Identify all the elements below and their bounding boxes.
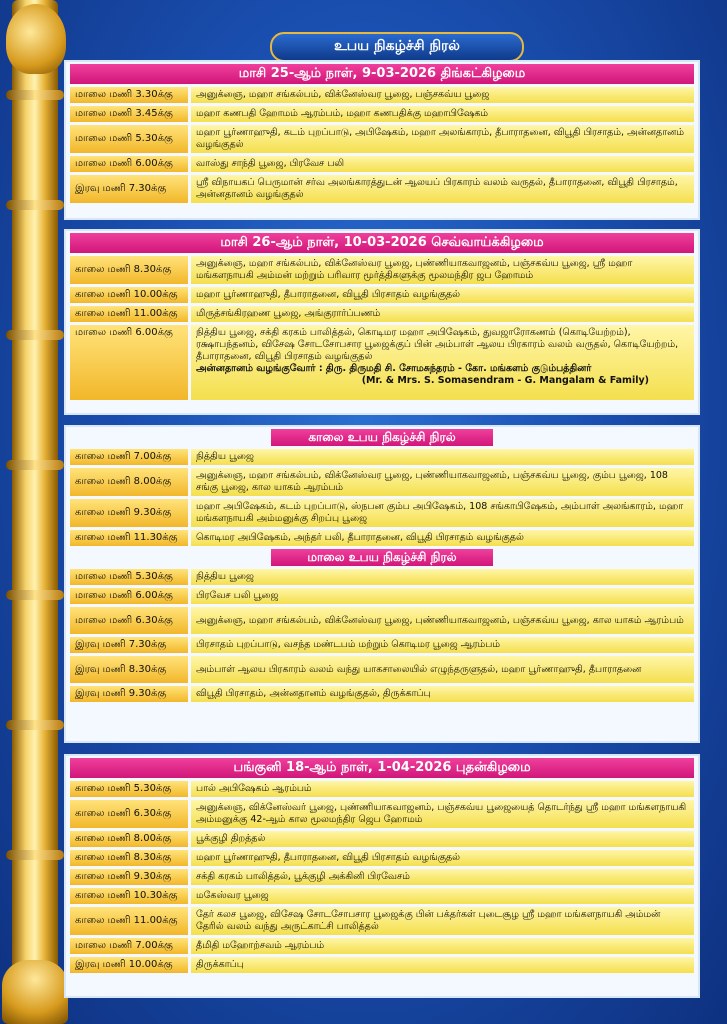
donor-english-text: (Mr. & Mrs. S. Somasendram - G. Mangalam & Family) (361, 375, 649, 386)
schedule-row (70, 869, 694, 885)
evening-title: மாலை உபய நிகழ்ச்சி நிரல் (271, 549, 493, 566)
desc-cell: வாஸ்து சாந்தி பூஜை, பிரவேச பலி (191, 156, 694, 172)
time-cell: மாலை மணி 6.00க்கு (70, 588, 188, 604)
schedule-row (70, 287, 694, 303)
desc-cell: அனுக்ஞை, விக்னேஸ்வர் பூஜை, புண்ணியாகவாஜனம், பஞ்சகவ்ய பூஜையைத் தொடர்ந்து ஸ்ரீ மஹா மங்களநாயகி அம்மனுக்கு 42-ஆம் கால மூலமந்திர ஜெப ஹோமம் (191, 800, 694, 828)
time-cell: காலை மணி 10.00க்கு (70, 287, 188, 303)
desc-cell: அம்பாள் ஆலய பிரகாரம் வலம் வந்து யாகசாலையில் எழுந்தருளுதல், மஹா பூர்ணாஹுதி, தீபாராதனை (191, 656, 694, 683)
day-panel-2 (64, 229, 700, 415)
time-cell: மாலை மணி 3.30க்கு (70, 87, 188, 103)
time-cell: மாலை மணி 3.45க்கு (70, 106, 188, 122)
schedule-row (70, 106, 694, 122)
time-cell: காலை மணி 8.00க்கு (70, 831, 188, 847)
time-cell: இரவு மணி 9.30க்கு (70, 686, 188, 702)
desc-cell: மஹா பூர்ணாஹுதி, தீபாராதனை, விபூதி பிரசாதம் வழங்குதல் (191, 287, 694, 303)
schedule-row (70, 957, 694, 973)
time-cell: மாலை மணி 7.00க்கு (70, 938, 188, 954)
desc-cell: திருக்காப்பு (191, 957, 694, 973)
desc-cell (191, 325, 694, 400)
schedule-row (70, 87, 694, 103)
schedule-row (70, 468, 694, 496)
schedule-row (70, 907, 694, 935)
time-cell: காலை மணி 8.30க்கு (70, 850, 188, 866)
time-cell: காலை மணி 9.30க்கு (70, 499, 188, 527)
time-cell: காலை மணி 5.30க்கு (70, 781, 188, 797)
time-cell: காலை மணி 11.00க்கு (70, 907, 188, 935)
time-cell: மாலை மணி 6.00க்கு (70, 156, 188, 172)
schedule-row (70, 850, 694, 866)
time-cell: இரவு மணி 10.00க்கு (70, 957, 188, 973)
desc-cell: நித்திய பூஜை (191, 449, 694, 465)
desc-cell: மஹா பூர்ணாஹுதி, கடம் புறப்பாடு, அபிஷேகம், மஹா அலங்காரம், தீபாராதனை, விபூதி பிரசாதம், அன்னதானம் வழங்குதல் (191, 125, 694, 153)
schedule-row (70, 449, 694, 465)
desc-cell: மஹா அபிஷேகம், கடம் புறப்பாடு, ஸ்நபன கும்ப அபிஷேகம், 108 சங்காபிஷேகம், அம்பாள் அலங்காரம், மஹா மங்களநாயகி அம்மனுக்கு சிறப்பு பூஜை (191, 499, 694, 527)
desc-cell: மகேஸ்வர பூஜை (191, 888, 694, 904)
schedule-row (70, 686, 694, 702)
desc-cell: தீமிதி மஹோற்சவம் ஆரம்பம் (191, 938, 694, 954)
desc-cell: நித்திய பூஜை (191, 569, 694, 585)
desc-cell: மஹா பூர்ணாஹுதி, தீபாராதனை, விபூதி பிரசாதம் வழங்குதல் (191, 850, 694, 866)
golden-pillar (12, 0, 58, 1024)
desc-cell: ஸ்ரீ விநாயகப் பெருமான் சர்வ அலங்காரத்துடன் ஆலயப் பிரகாரம் வலம் வருதல், தீபாராதனை, விபூதி பிரசாதம், அன்னதானம் வழங்குதல் (191, 175, 694, 203)
schedule-row (70, 800, 694, 828)
time-cell: காலை மணி 11.00க்கு (70, 306, 188, 322)
schedule-row (70, 831, 694, 847)
time-cell: காலை மணி 6.30க்கு (70, 800, 188, 828)
day-panel-3 (64, 425, 700, 743)
pillar-base-icon (2, 960, 68, 1024)
desc-cell: மிருத்சங்கிரஹண பூஜை, அங்குரார்ப்பணம் (191, 306, 694, 322)
schedule-row (70, 306, 694, 322)
schedule-row (70, 256, 694, 284)
schedule-row (70, 530, 694, 546)
day-panel-4 (64, 754, 700, 998)
day-panel-1 (64, 60, 700, 220)
time-cell: காலை மணி 9.30க்கு (70, 869, 188, 885)
time-cell: மாலை மணி 5.30க்கு (70, 125, 188, 153)
day-title: மாசி 26-ஆம் நாள், 10-03-2026 செவ்வாய்க்கிழமை (70, 233, 694, 253)
desc-cell: அனுக்ஞை, மஹா சங்கல்பம், விக்னேஸ்வர பூஜை, புண்ணியாகவாஜனம், பஞ்சகவ்ய பூஜை, கும்ப பூஜை, 108 சங்கு பூஜை, கால யாகம் ஆரம்பம் (191, 468, 694, 496)
time-cell: காலை மணி 8.00க்கு (70, 468, 188, 496)
time-cell: மாலை மணி 6.00க்கு (70, 325, 188, 400)
time-cell: மாலை மணி 6.30க்கு (70, 607, 188, 634)
time-cell: இரவு மணி 7.30க்கு (70, 175, 188, 203)
schedule-row (70, 656, 694, 683)
page-title: உபய நிகழ்ச்சி நிரல் (270, 32, 524, 62)
schedule-row (70, 781, 694, 797)
schedule-row (70, 175, 694, 203)
time-cell: இரவு மணி 8.30க்கு (70, 656, 188, 683)
desc-cell: பூக்குழி திறத்தல் (191, 831, 694, 847)
desc-cell: பால் அபிஷேகம் ஆரம்பம் (191, 781, 694, 797)
desc-text: நித்திய பூஜை, சக்தி கரகம் பாலித்தல், கொடிமர மஹா அபிஷேகம், துவஜாரோகணம் (கொடியேற்றம்), ரக்ஷாபந்தனம், விசேஷ சோடசோபசார பூஜைக்குப் பின் அம்பாள் ஆலய பிரகாரம் வலம் வருதல், கொடியேற்றம், தீபாராதனை, விபூதி பிரசாதம் வழங்குதல் (196, 327, 679, 362)
peacock-finial-icon (6, 4, 66, 74)
desc-cell: மஹா கணபதி ஹோமம் ஆரம்பம், மஹா கணபதிக்கு மஹாபிஷேகம் (191, 106, 694, 122)
schedule-row (70, 588, 694, 604)
schedule-row (70, 325, 694, 400)
schedule-row (70, 125, 694, 153)
desc-cell: பிரசாதம் புறப்பாடு, வசந்த மண்டபம் மற்றும் கொடிமர பூஜை ஆரம்பம் (191, 637, 694, 653)
schedule-row (70, 499, 694, 527)
time-cell: காலை மணி 7.00க்கு (70, 449, 188, 465)
schedule-row (70, 938, 694, 954)
time-cell: இரவு மணி 7.30க்கு (70, 637, 188, 653)
time-cell: காலை மணி 8.30க்கு (70, 256, 188, 284)
day-title: பங்குனி 18-ஆம் நாள், 1-04-2026 புதன்கிழமை (70, 758, 694, 778)
desc-cell: அனுக்ஞை, மஹா சங்கல்பம், விக்னேஸ்வர பூஜை, புண்ணியாகவாஜனம், பஞ்சகவ்ய பூஜை, கால யாகம் ஆரம்பம் (191, 607, 694, 634)
donor-text: அன்னதானம் வழங்குவோர் : திரு. திருமதி சி. சோமசுந்தரம் - கோ. மங்களம் குடும்பத்தினர் (196, 363, 592, 374)
desc-cell: சக்தி கரகம் பாலித்தல், பூக்குழி அக்கினி பிரவேசம் (191, 869, 694, 885)
desc-cell: விபூதி பிரசாதம், அன்னதானம் வழங்குதல், திருக்காப்பு (191, 686, 694, 702)
desc-cell: தேர் கலச பூஜை, விசேஷ சோடசோபசார பூஜைக்கு பின் பக்தர்கள் புடைசூழ ஸ்ரீ மஹா மங்களநாயகி அம்மன் தேரில் வலம் வந்து அருட்காட்சி பாலித்தல் (191, 907, 694, 935)
morning-title: காலை உபய நிகழ்ச்சி நிரல் (271, 429, 493, 446)
schedule-row (70, 637, 694, 653)
schedule-row (70, 888, 694, 904)
desc-cell: அனுக்ஞை, மஹா சங்கல்பம், விக்னேஸ்வர பூஜை, பஞ்சகவ்ய பூஜை (191, 87, 694, 103)
time-cell: காலை மணி 11.30க்கு (70, 530, 188, 546)
time-cell: மாலை மணி 5.30க்கு (70, 569, 188, 585)
schedule-row (70, 607, 694, 634)
desc-cell: பிரவேச பலி பூஜை (191, 588, 694, 604)
desc-cell: அனுக்ஞை, மஹா சங்கல்பம், விக்னேஸ்வர பூஜை, புண்ணியாகவாஜனம், பஞ்சகவ்ய பூஜை, ஸ்ரீ மஹா மங்களநாயகி அம்மன் மற்றும் பரிவார மூர்த்திகளுக்கு மூலமந்திர ஜப ஹோமம் (191, 256, 694, 284)
schedule-row (70, 156, 694, 172)
time-cell: காலை மணி 10.30க்கு (70, 888, 188, 904)
desc-cell: கொடிமர அபிஷேகம், அந்தர் பலி, தீபாராதனை, விபூதி பிரசாதம் வழங்குதல் (191, 530, 694, 546)
day-title: மாசி 25-ஆம் நாள், 9-03-2026 திங்கட்கிழமை (70, 64, 694, 84)
schedule-row (70, 569, 694, 585)
